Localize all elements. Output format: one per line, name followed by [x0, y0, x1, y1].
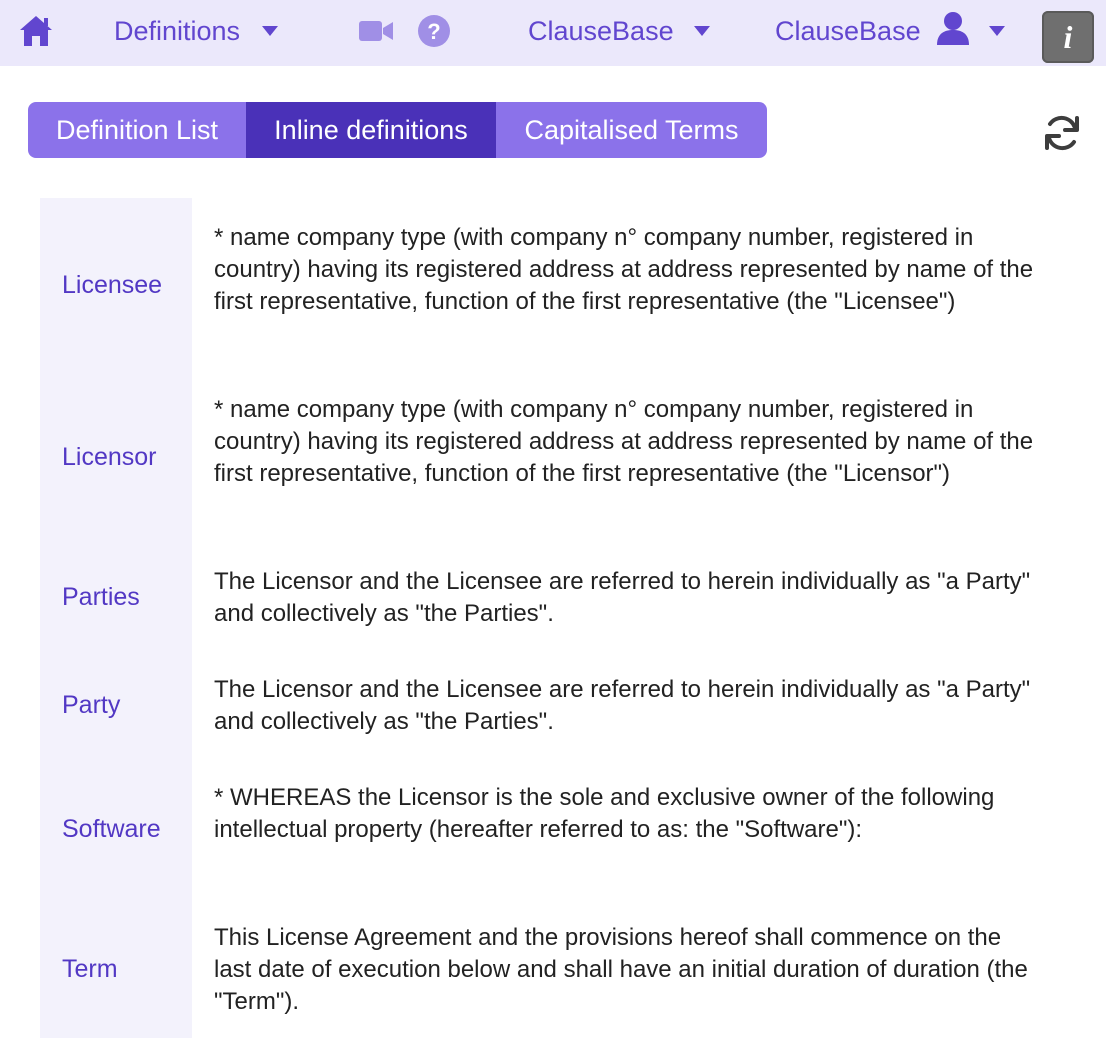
- tab-label: Definition List: [55, 114, 219, 145]
- definition-text: * WHEREAS the Licensor is the sole and exclusive owner of the following intellectual property (hereafter referred to as: the "Software"):: [214, 784, 995, 843]
- video-button[interactable]: [358, 0, 394, 62]
- home-button[interactable]: [18, 0, 54, 62]
- svg-text:?: ?: [427, 19, 441, 44]
- clausebase-menu-label: ClauseBase: [528, 15, 674, 46]
- definitions-tabs: [28, 102, 767, 158]
- definition-text: The Licensor and the Licensee are referred to herein individually as "a Party" and collectively as "the Parties".: [214, 676, 1031, 735]
- definitions-menu[interactable]: [114, 0, 278, 62]
- question-circle-icon: [417, 14, 451, 48]
- clausebase-menu[interactable]: [528, 0, 710, 62]
- definition-term-parties[interactable]: Parties: [62, 583, 140, 611]
- home-icon: [18, 14, 54, 48]
- account-menu-label: ClauseBase: [775, 15, 921, 46]
- info-icon: i: [1063, 18, 1073, 55]
- info-button[interactable]: [1042, 11, 1094, 63]
- help-button[interactable]: [417, 0, 451, 62]
- tab-label: Inline definitions: [274, 114, 468, 145]
- definition-term-licensee[interactable]: Licensee: [62, 271, 163, 299]
- user-icon: [935, 11, 971, 52]
- tab-inline-definitions[interactable]: [246, 102, 496, 158]
- definition-text: * name company type (with company n° company number, registered in country) having its registered address at address represented by name of the first representative, function of the first representative (the "Licensee"): [214, 224, 1034, 315]
- definition-term-term[interactable]: Term: [62, 955, 118, 983]
- definition-text: * name company type (with company n° company number, registered in country) having its registered address at address represented by name of the first representative, function of the first representative (the "Licensor"): [214, 396, 1034, 487]
- video-camera-icon: [358, 19, 394, 43]
- refresh-icon: [1042, 113, 1082, 153]
- chevron-down-icon: [989, 26, 1005, 36]
- chevron-down-icon: [262, 26, 278, 36]
- definition-term-licensor[interactable]: Licensor: [62, 443, 157, 471]
- top-toolbar: [0, 0, 1106, 66]
- account-menu[interactable]: [775, 0, 1005, 62]
- chevron-down-icon: [694, 26, 710, 36]
- tab-label: Capitalised Terms: [524, 114, 739, 145]
- tab-capitalised-terms[interactable]: [496, 102, 767, 158]
- definition-text: This License Agreement and the provisions hereof shall commence on the last date of execution below and shall have an initial duration of duration (the "Term").: [214, 924, 1028, 1015]
- term-column: [40, 198, 192, 1038]
- definition-term-software[interactable]: Software: [62, 815, 161, 843]
- definition-term-party[interactable]: Party: [62, 691, 121, 719]
- definitions-menu-label: Definitions: [114, 15, 241, 46]
- tab-definition-list[interactable]: [28, 102, 246, 158]
- definition-text: The Licensor and the Licensee are referred to herein individually as "a Party" and collectively as "the Parties".: [214, 568, 1031, 627]
- refresh-button[interactable]: [1042, 113, 1082, 153]
